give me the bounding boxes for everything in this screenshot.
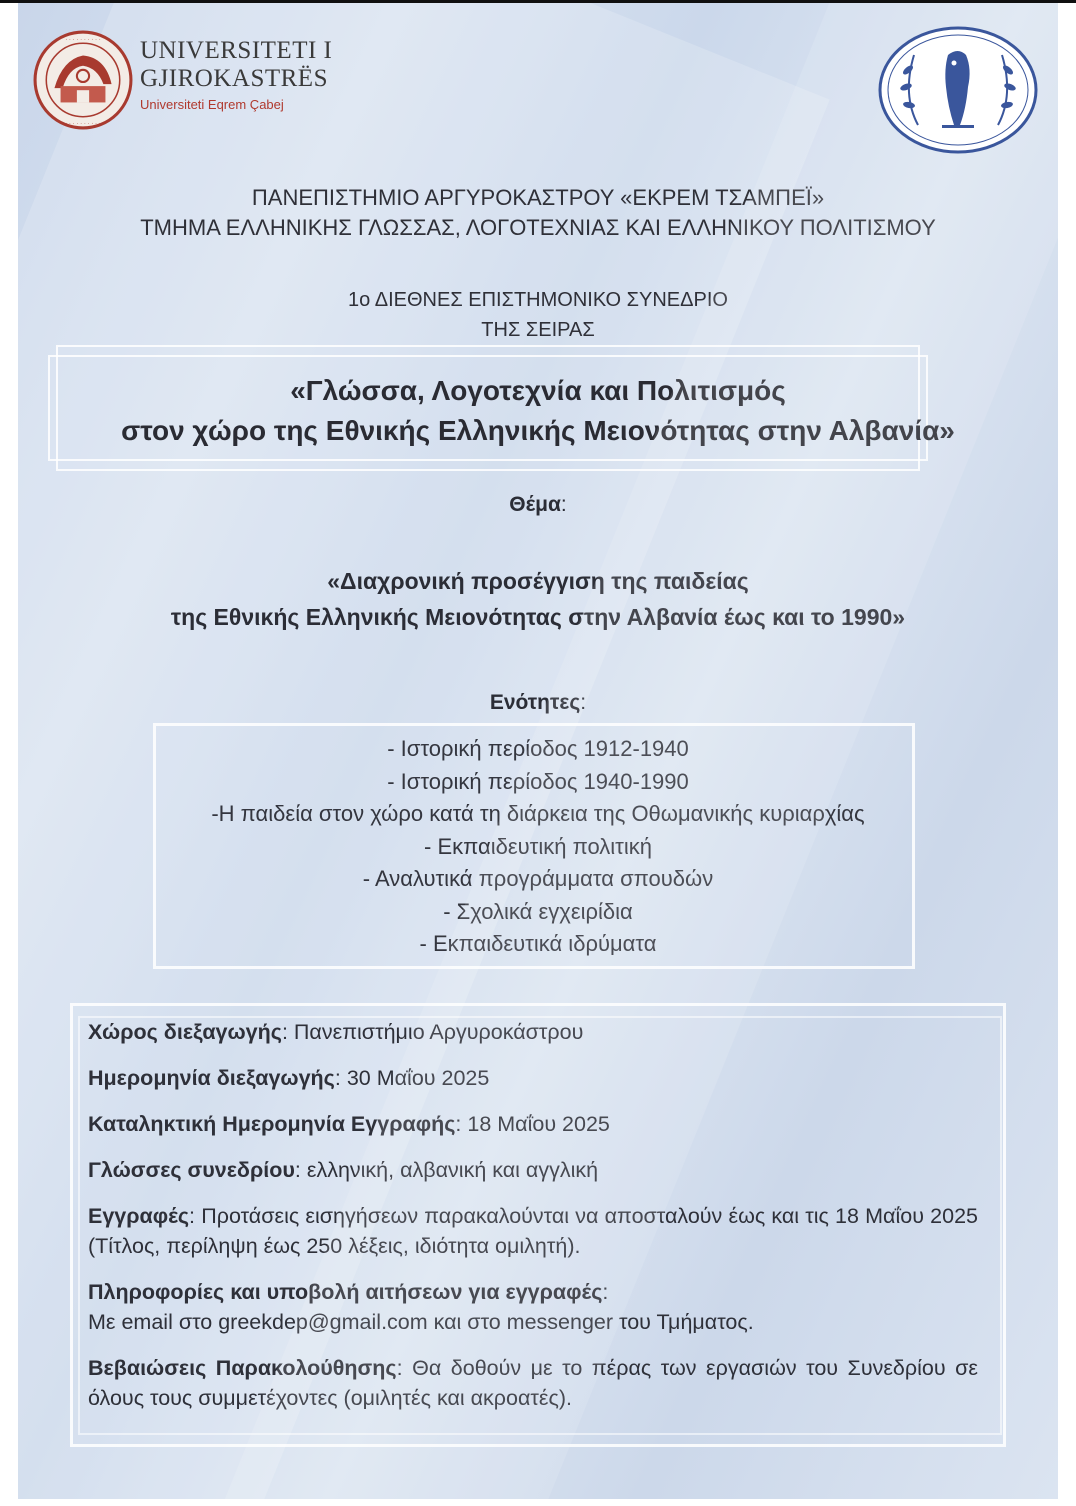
institution-header (18, 183, 1058, 243)
registration-row: Εγγραφές: Προτάσεις εισηγήσεων παρακαλούνται να αποσταλούν έως και τις 18 Μαΐου 2025 (Τίτλος, περίληψη έως 250 λέξεις, ιδιότητα ομιλητή). (88, 1204, 978, 1258)
university-logo (32, 29, 134, 131)
university-name-line1: UNIVERSITETI I (140, 37, 333, 64)
conference-line1: 1ο ΔΙΕΘΝΕΣ ΕΠΙΣΤΗΜΟΝΙΚΟ ΣΥΝΕΔΡΙΟ (348, 289, 728, 311)
svg-text:· · · · · · · · · ·: · · · · · · · · · · (65, 119, 101, 127)
date-label: Ημερομηνία διεξαγωγής (88, 1066, 335, 1090)
certificates-label: Βεβαιώσεις Παρακολούθησης (88, 1356, 397, 1380)
theme-label: Θέμα: (509, 493, 567, 516)
theme-line1: «Διαχρονική προσέγγιση της παιδείας (327, 568, 749, 594)
list-item: - Αναλυτικά προγράμματα σπουδών (362, 866, 714, 891)
languages-value: ελληνική, αλβανική και αγγλική (306, 1158, 599, 1182)
theme-line2: της Εθνικής Ελληνικής Μειονότητας στην Αλβανία έως και το 1990» (170, 604, 906, 630)
units-label: Ενότητες: (489, 691, 587, 714)
conference-line2: ΤΗΣ ΣΕΙΡΑΣ (481, 319, 595, 341)
units-list (18, 733, 1058, 961)
venue-value: Πανεπιστήμιο Αργυροκάστρου (293, 1020, 584, 1044)
languages-label: Γλώσσες συνεδρίου (88, 1158, 295, 1182)
university-name (140, 37, 332, 112)
certificates-value: Θα δοθούν με το πέρας των εργασιών του Συνεδρίου σε όλους τους συμμετέχοντες (ομιλητές και ακροατές). (88, 1356, 979, 1410)
deadline-value: 18 Μαΐου 2025 (467, 1112, 610, 1136)
series-title-line1: «Γλώσσα, Λογοτεχνία και Πολιτισμός (290, 375, 786, 406)
list-item: - Ιστορική περίοδος 1940-1990 (387, 768, 689, 794)
theme-title (18, 563, 1058, 635)
registration-label: Εγγραφές (88, 1204, 190, 1228)
contact-value: Με email στο greekdep@gmail.com και στο messenger του Τμήματος. (88, 1310, 754, 1334)
conference-heading (18, 285, 1058, 345)
contact-label: Πληροφορίες και υποβολή αιτήσεων για εγγραφές (88, 1280, 603, 1304)
list-item: - Ιστορική περίοδος 1912-1940 (387, 736, 689, 761)
date-row: Ημερομηνία διεξαγωγής: 30 Μαΐου 2025 (88, 1066, 490, 1090)
series-title (18, 371, 1058, 451)
languages-row: Γλώσσες συνεδρίου: ελληνική, αλβανική και αγγλική (88, 1158, 599, 1182)
poster (18, 3, 1058, 1499)
department-seal (878, 25, 1038, 155)
deadline-row: Καταληκτική Ημερομηνία Εγγραφής: 18 Μαΐου 2025 (88, 1112, 610, 1136)
certificates-row: Βεβαιώσεις Παρακολούθησης: Θα δοθούν με το πέρας των εργασιών του Συνεδρίου σε όλους τους συμμετέχοντες (ομιλητές και ακροατές). (88, 1356, 979, 1410)
venue-label: Χώρος διεξαγωγής (88, 1020, 282, 1044)
units-label-text: Ενότητες (489, 691, 581, 714)
department-title: ΤΜΗΜΑ ΕΛΛΗΝΙΚΗΣ ΓΛΩΣΣΑΣ, ΛΟΓΟΤΕΧΝΙΑΣ ΚΑΙ ΕΛΛΗΝΙΚΟΥ ΠΟΛΙΤΙΣΜΟΥ (140, 215, 936, 240)
theme-label-text: Θέμα (509, 493, 561, 516)
list-item: - Εκπαιδευτικά ιδρύματα (419, 931, 657, 956)
contact-row: Πληροφορίες και υποβολή αιτήσεων για εγγραφές: Με email στο greekdep@gmail.com και στο messenger του Τμήματος. (88, 1280, 754, 1334)
venue-row: Χώρος διεξαγωγής: Πανεπιστήμιο Αργυροκάστρου (88, 1020, 584, 1044)
registration-value: Προτάσεις εισηγήσεων παρακαλούνται να αποσταλούν έως και τις 18 Μαΐου 2025 (Τίτλος, περίληψη έως 250 λέξεις, ιδιότητα ομιλητή). (88, 1204, 978, 1258)
university-subtitle: Universiteti Eqrem Çabej (140, 97, 284, 112)
list-item: - Εκπαιδευτική πολιτική (424, 833, 652, 859)
deadline-label: Καταληκτική Ημερομηνία Εγγραφής (88, 1112, 456, 1136)
university-name-line2: GJIROKASTRËS (140, 65, 328, 92)
list-item: - Σχολικά εγχειρίδια (443, 898, 633, 924)
university-title-greek: ΠΑΝΕΠΙΣΤΗΜΙΟ ΑΡΓΥΡΟΚΑΣΤΡΟΥ «ΕΚΡΕΜ ΤΣΑΜΠΕΪ» (251, 185, 825, 210)
list-item: -Η παιδεία στον χώρο κατά τη διάρκεια της Οθωμανικής κυριαρχίας (211, 801, 865, 826)
svg-text:· · · · · · · · · ·: · · · · · · · · · · (65, 36, 101, 44)
date-value: 30 Μαΐου 2025 (346, 1066, 490, 1090)
conference-info (88, 1017, 978, 1429)
series-title-line2: στον χώρο της Εθνικής Ελληνικής Μειονότητας στην Αλβανία» (121, 415, 955, 446)
